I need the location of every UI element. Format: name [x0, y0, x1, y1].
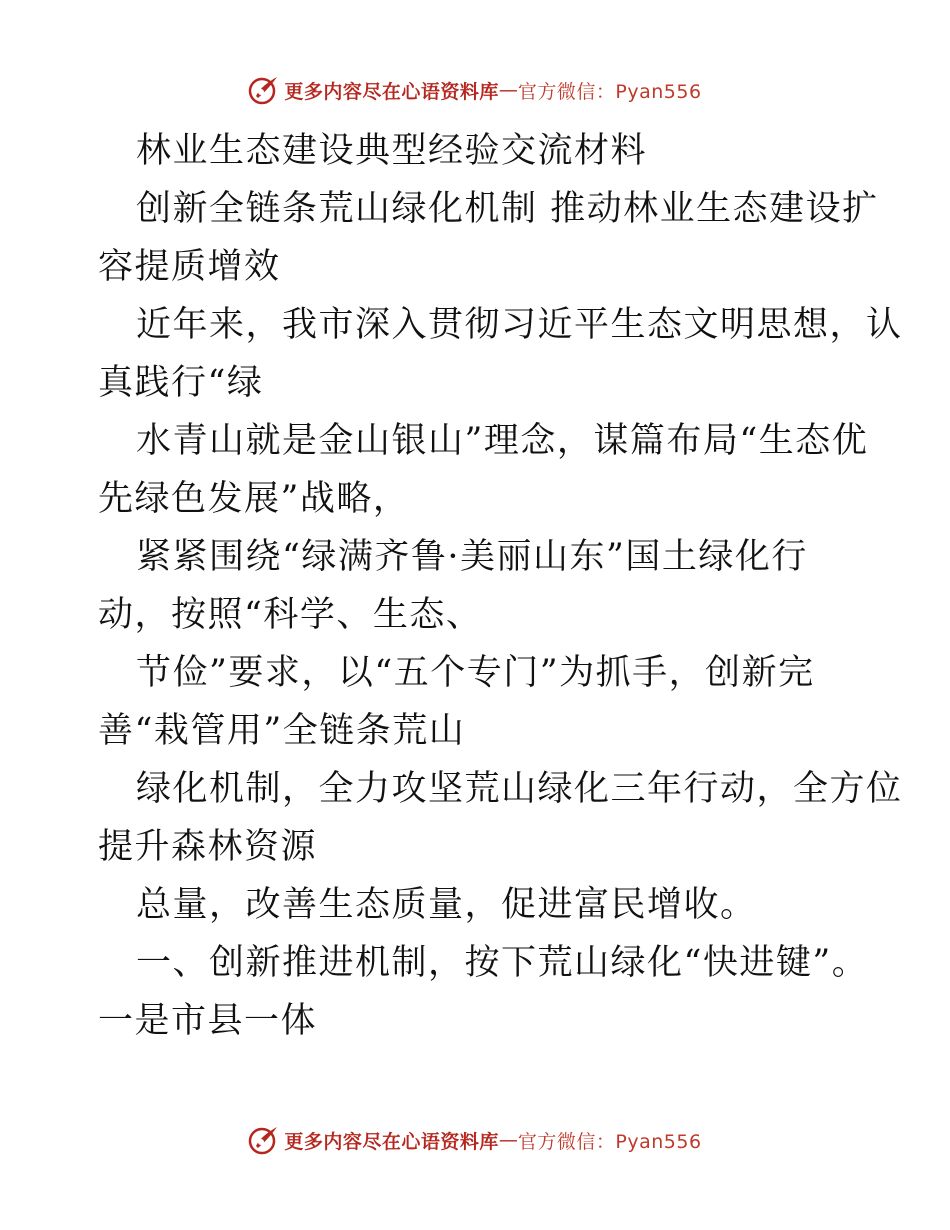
document-body: [98, 122, 903, 1050]
text-line: 近年来，我市深入贯彻习近平生态文明思想，认: [136, 305, 903, 345]
quill-pen-logo-icon: [248, 74, 280, 106]
banner-separator: —: [498, 79, 518, 101]
banner-separator: —: [498, 1129, 518, 1151]
text-line: 节俭”要求，以“五个专门”为抓手，创新完: [136, 653, 815, 693]
text-line: 一是市县一体: [98, 1001, 318, 1041]
banner-site-name: 更多内容尽在心语资料库: [284, 80, 499, 103]
text-line: 容提质增效: [98, 247, 281, 287]
banner-wechat-id: 官方微信：Pyan556: [517, 1130, 702, 1153]
document-title-line: 林业生态建设典型经验交流材料: [136, 131, 648, 171]
footer-watermark-banner: [0, 1120, 950, 1160]
text-line: 水青山就是金山银山”理念，谋篇布局“生态优: [136, 421, 869, 461]
text-line: 提升森林资源: [98, 827, 318, 867]
banner-site-name: 更多内容尽在心语资料库: [284, 1130, 499, 1153]
banner-wechat-id: 官方微信：Pyan556: [517, 80, 702, 103]
text-line: 动，按照“科学、生态、: [98, 595, 483, 635]
text-line: 总量，改善生态质量，促进富民增收。: [136, 885, 757, 925]
text-line: 创新全链条荒山绿化机制 推动林业生态建设扩: [136, 189, 879, 229]
quill-pen-logo-icon: [248, 1124, 280, 1156]
text-line: 真践行“绿: [98, 363, 264, 403]
text-line: 善“栽管用”全链条荒山: [98, 711, 466, 751]
text-line: 紧紧围绕“绿满齐鲁·美丽山东”国土绿化行: [136, 537, 808, 577]
text-line: 绿化机制，全力攻坚荒山绿化三年行动，全方位: [136, 769, 903, 809]
text-line: 一、创新推进机制，按下荒山绿化“快进键”。: [136, 943, 869, 983]
header-watermark-banner: [0, 70, 950, 110]
text-line: 先绿色发展”战略，: [98, 479, 410, 519]
